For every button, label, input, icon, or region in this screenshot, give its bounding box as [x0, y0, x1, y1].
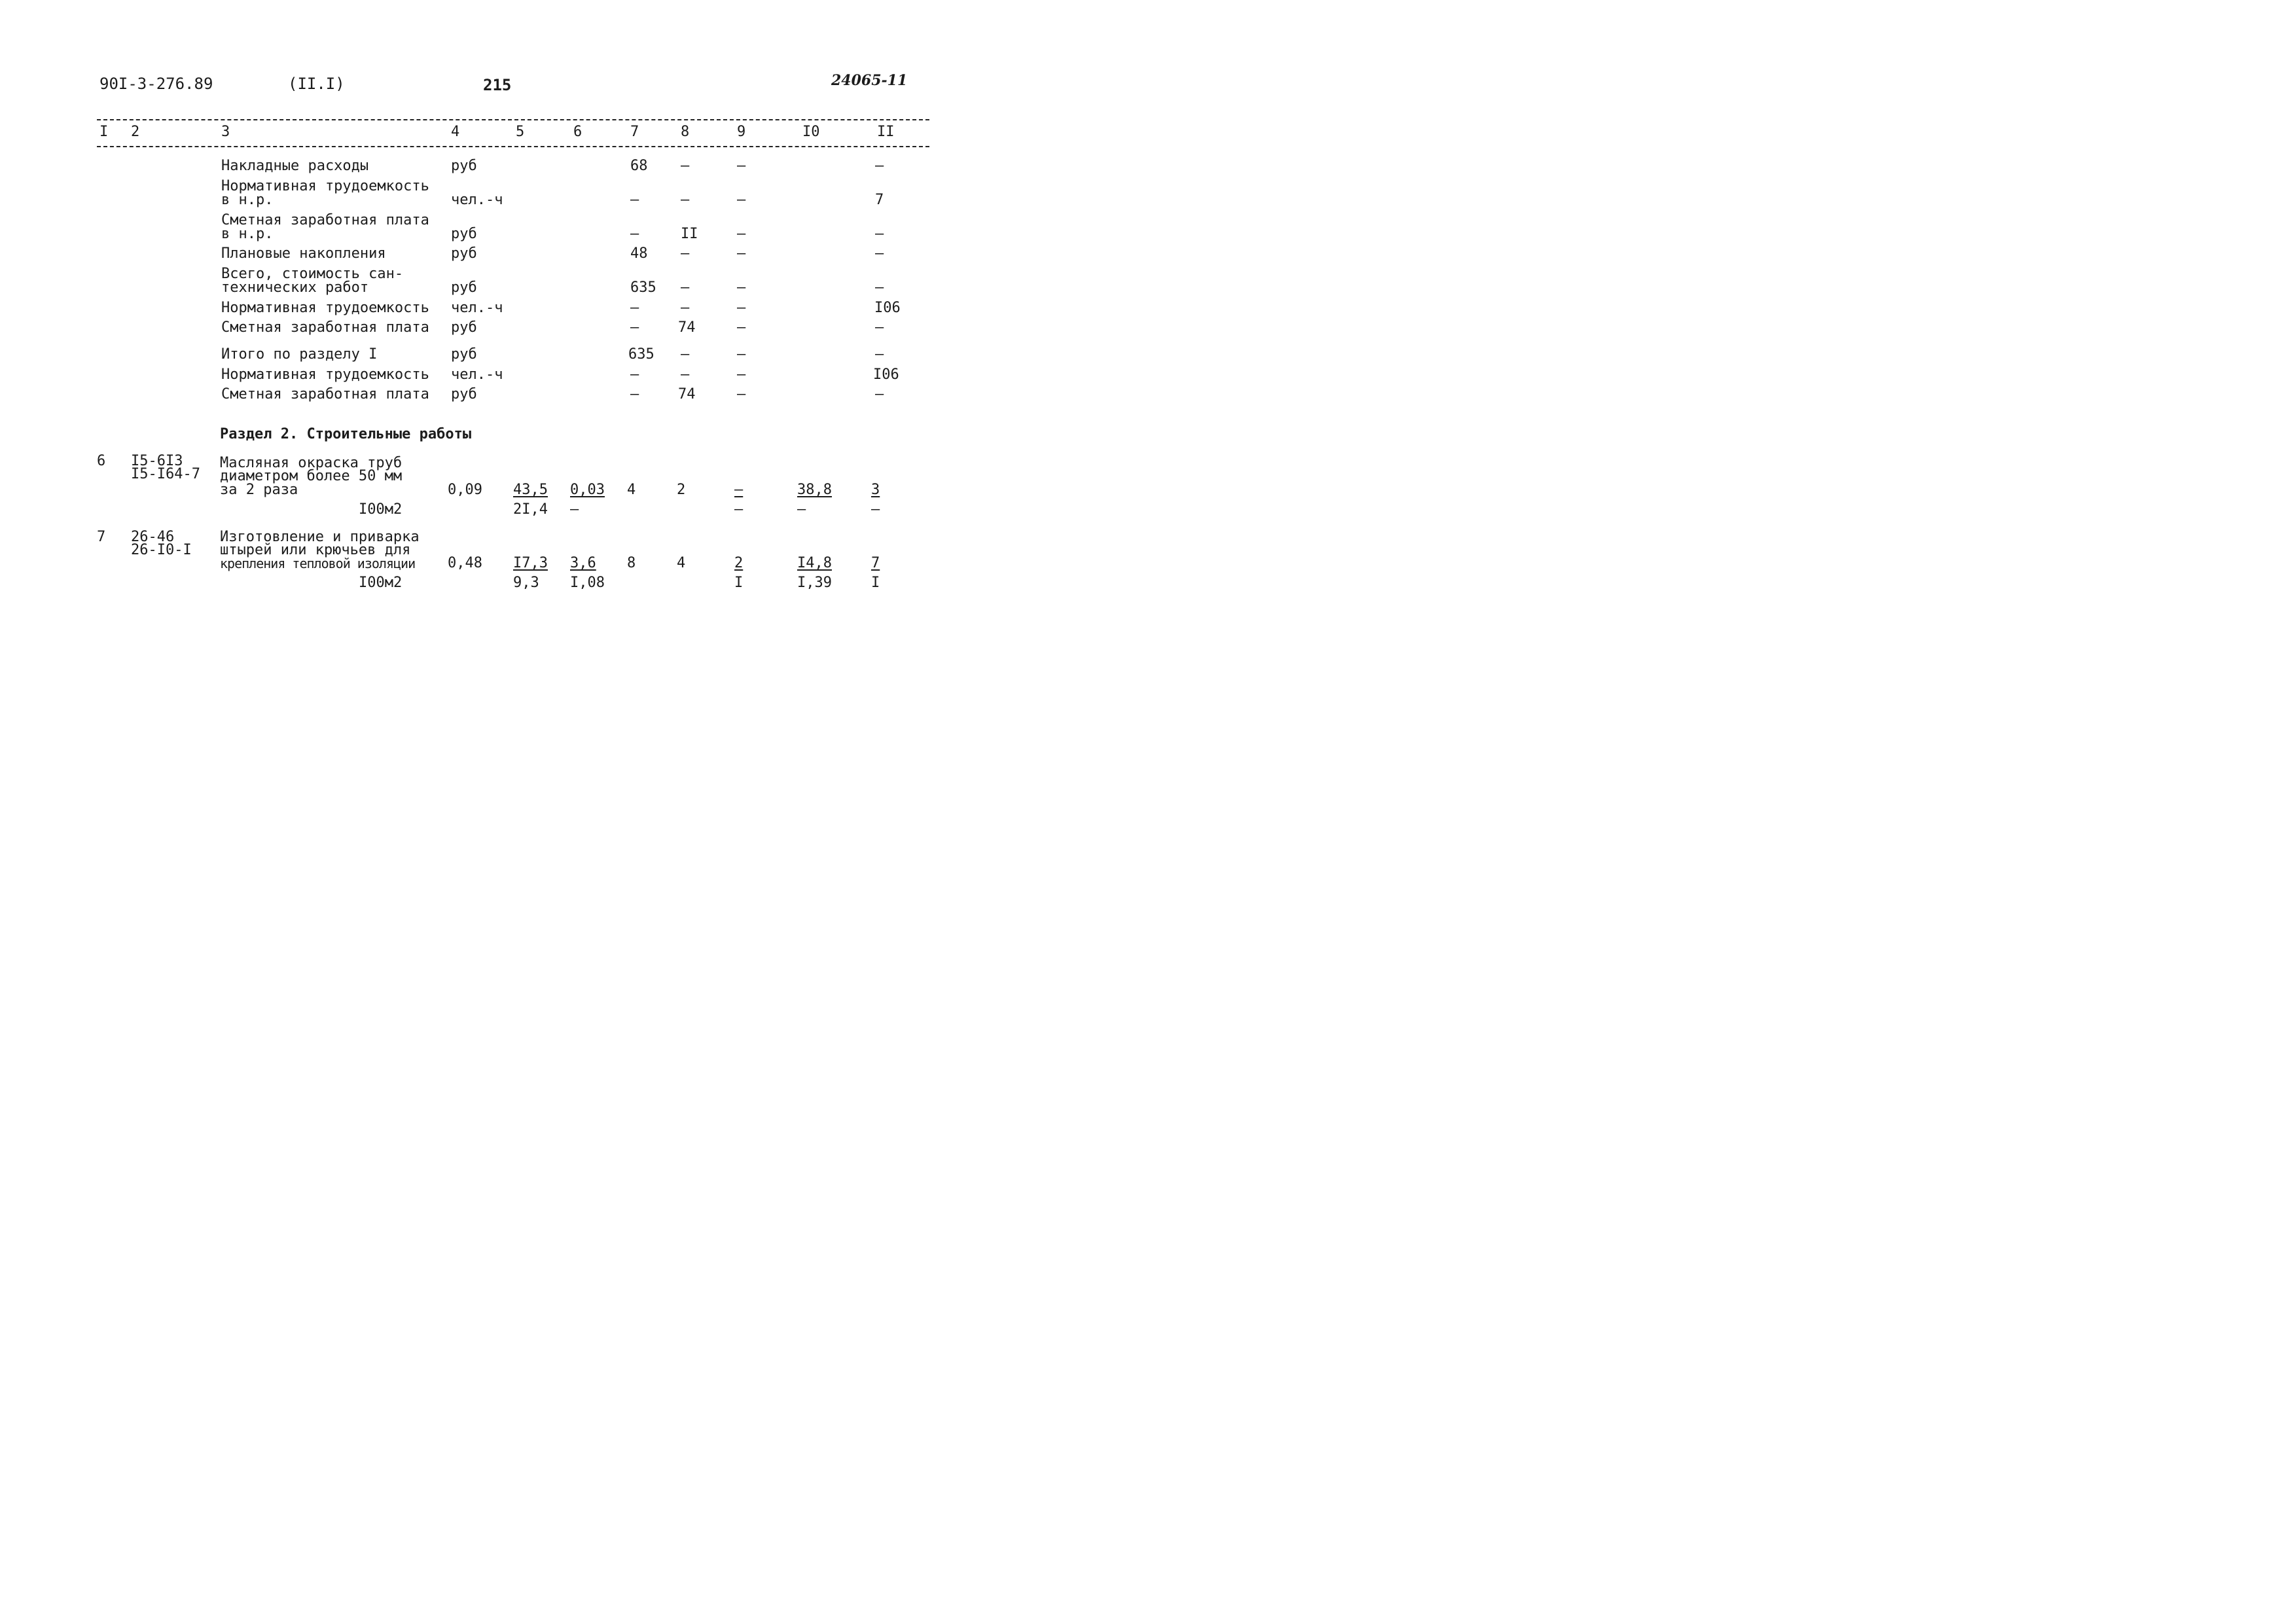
cell-col9: –: [734, 482, 744, 498]
row-unit: руб: [451, 386, 477, 402]
cell-col10: I4,8: [797, 555, 832, 571]
column-header: 9: [737, 124, 746, 140]
column-header: 8: [681, 124, 690, 140]
row-unit: руб: [451, 226, 477, 242]
cell-col7: –: [630, 226, 639, 242]
cell-col9: –: [737, 300, 746, 316]
cell-col11: –: [875, 245, 884, 262]
cell-col11: –: [875, 279, 884, 296]
column-header: I0: [802, 124, 820, 140]
item-unit: I00м2: [359, 501, 403, 518]
item-description: диаметром более 50 мм: [220, 468, 403, 484]
cell-col8: –: [681, 245, 690, 262]
section-title: Раздел 2. Строительные работы: [220, 426, 472, 442]
column-header: II: [877, 124, 895, 140]
row-name: Нормативная трудоемкость: [221, 366, 429, 383]
cell-col11: –: [875, 386, 884, 402]
column-header: 2: [131, 124, 140, 140]
cell-col9: –: [737, 158, 746, 174]
cell-col7: –: [630, 192, 639, 208]
cell-col7: 635: [628, 346, 655, 363]
row-name: Нормативная трудоемкость: [221, 178, 429, 194]
cell-col6: –: [570, 501, 579, 518]
item-code: I5-6I3: [131, 453, 183, 469]
row-name: Сметная заработная плата: [221, 319, 429, 336]
cell-col11: I: [871, 575, 880, 591]
cell-col9: I: [734, 575, 744, 591]
item-description: крепления тепловой изоляции: [220, 556, 416, 571]
section-code: (II.I): [288, 75, 345, 93]
item-code: 26-I0-I: [131, 542, 192, 558]
cell-col8: –: [681, 346, 690, 363]
cell-col8: –: [681, 192, 690, 208]
row-unit: руб: [451, 346, 477, 363]
item-description: штырей или крючьев для: [220, 542, 411, 558]
row-name: Сметная заработная плата: [221, 212, 429, 228]
cell-col9: –: [734, 501, 744, 518]
column-header: 6: [573, 124, 583, 140]
cell-col8: –: [681, 158, 690, 174]
cell-col5: 9,3: [513, 575, 539, 591]
row-name: Сметная заработная плата: [221, 386, 429, 402]
cell-col7: –: [630, 386, 639, 402]
cell-col9: –: [737, 366, 746, 383]
cell-col8: –: [681, 279, 690, 296]
cell-col7: –: [630, 319, 639, 336]
item-number: 7: [97, 529, 106, 545]
cell-col7: 8: [627, 555, 636, 571]
cell-col8: 4: [677, 555, 686, 571]
row-name: Плановые накопления: [221, 245, 386, 262]
cell-col9: –: [737, 192, 746, 208]
cell-col9: –: [737, 279, 746, 296]
row-unit: руб: [451, 279, 477, 296]
cell-col11: 7: [871, 555, 880, 571]
cell-col9: –: [737, 226, 746, 242]
cell-col7: 68: [630, 158, 648, 174]
row-unit: руб: [451, 319, 477, 336]
cell-col8: II: [681, 226, 698, 242]
cell-col11: 7: [875, 192, 884, 208]
row-name: технических работ: [221, 279, 369, 296]
cell-col5: 43,5: [513, 482, 548, 498]
cell-col11: I06: [873, 366, 899, 383]
cell-col8: 74: [678, 319, 696, 336]
cell-col6: 3,6: [570, 555, 596, 571]
item-description: Масляная окраска труб: [220, 455, 403, 471]
cell-col11: –: [875, 158, 884, 174]
row-unit: чел.-ч: [451, 192, 503, 208]
cell-col9: –: [737, 346, 746, 363]
item-quantity: 0,48: [448, 555, 482, 571]
header-top-rule: [97, 119, 929, 120]
cell-col9: 2: [734, 555, 744, 571]
row-name: Итого по разделу I: [221, 346, 378, 363]
item-unit: I00м2: [359, 575, 403, 591]
cell-col8: 74: [678, 386, 696, 402]
item-code: I5-I64-7: [131, 466, 200, 482]
row-unit: руб: [451, 245, 477, 262]
cell-col11: –: [875, 319, 884, 336]
cell-col5: 2I,4: [513, 501, 548, 518]
column-header: 4: [451, 124, 460, 140]
item-code: 26-46: [131, 529, 175, 545]
archive-number: 24065-11: [831, 72, 908, 89]
cell-col9: –: [737, 386, 746, 402]
header-bottom-rule: [97, 146, 929, 147]
row-unit: чел.-ч: [451, 366, 503, 383]
cell-col11: 3: [871, 482, 880, 498]
cell-col7: –: [630, 366, 639, 383]
cell-col9: –: [737, 245, 746, 262]
cell-col7: 48: [630, 245, 648, 262]
cell-col9: –: [737, 319, 746, 336]
cell-col7: 635: [630, 279, 656, 296]
column-header: I: [99, 124, 109, 140]
page-number: 215: [483, 76, 512, 94]
cell-col10: –: [797, 501, 806, 518]
cell-col11: –: [875, 346, 884, 363]
cell-col11: I06: [874, 300, 901, 316]
cell-col6: I,08: [570, 575, 605, 591]
row-name: в н.р.: [221, 192, 274, 208]
cell-col11: –: [871, 501, 880, 518]
cell-col8: –: [681, 300, 690, 316]
cell-col10: 38,8: [797, 482, 832, 498]
item-number: 6: [97, 453, 106, 469]
row-name: Нормативная трудоемкость: [221, 300, 429, 316]
item-description: Изготовление и приварка: [220, 529, 420, 545]
document-code: 90I-3-276.89: [99, 75, 213, 93]
row-unit: руб: [451, 158, 477, 174]
row-name: в н.р.: [221, 226, 274, 242]
cell-col11: –: [875, 226, 884, 242]
cell-col8: 2: [677, 482, 686, 498]
item-quantity: 0,09: [448, 482, 482, 498]
cell-col5: I7,3: [513, 555, 548, 571]
item-description: за 2 раза: [220, 482, 298, 498]
row-name: Всего, стоимость сан-: [221, 266, 404, 282]
column-header: 3: [221, 124, 230, 140]
column-header: 5: [516, 124, 525, 140]
row-unit: чел.-ч: [451, 300, 503, 316]
cell-col7: –: [630, 300, 639, 316]
cell-col10: I,39: [797, 575, 832, 591]
cell-col6: 0,03: [570, 482, 605, 498]
cell-col8: –: [681, 366, 690, 383]
column-header: 7: [630, 124, 639, 140]
cell-col7: 4: [627, 482, 636, 498]
row-name: Накладные расходы: [221, 158, 369, 174]
